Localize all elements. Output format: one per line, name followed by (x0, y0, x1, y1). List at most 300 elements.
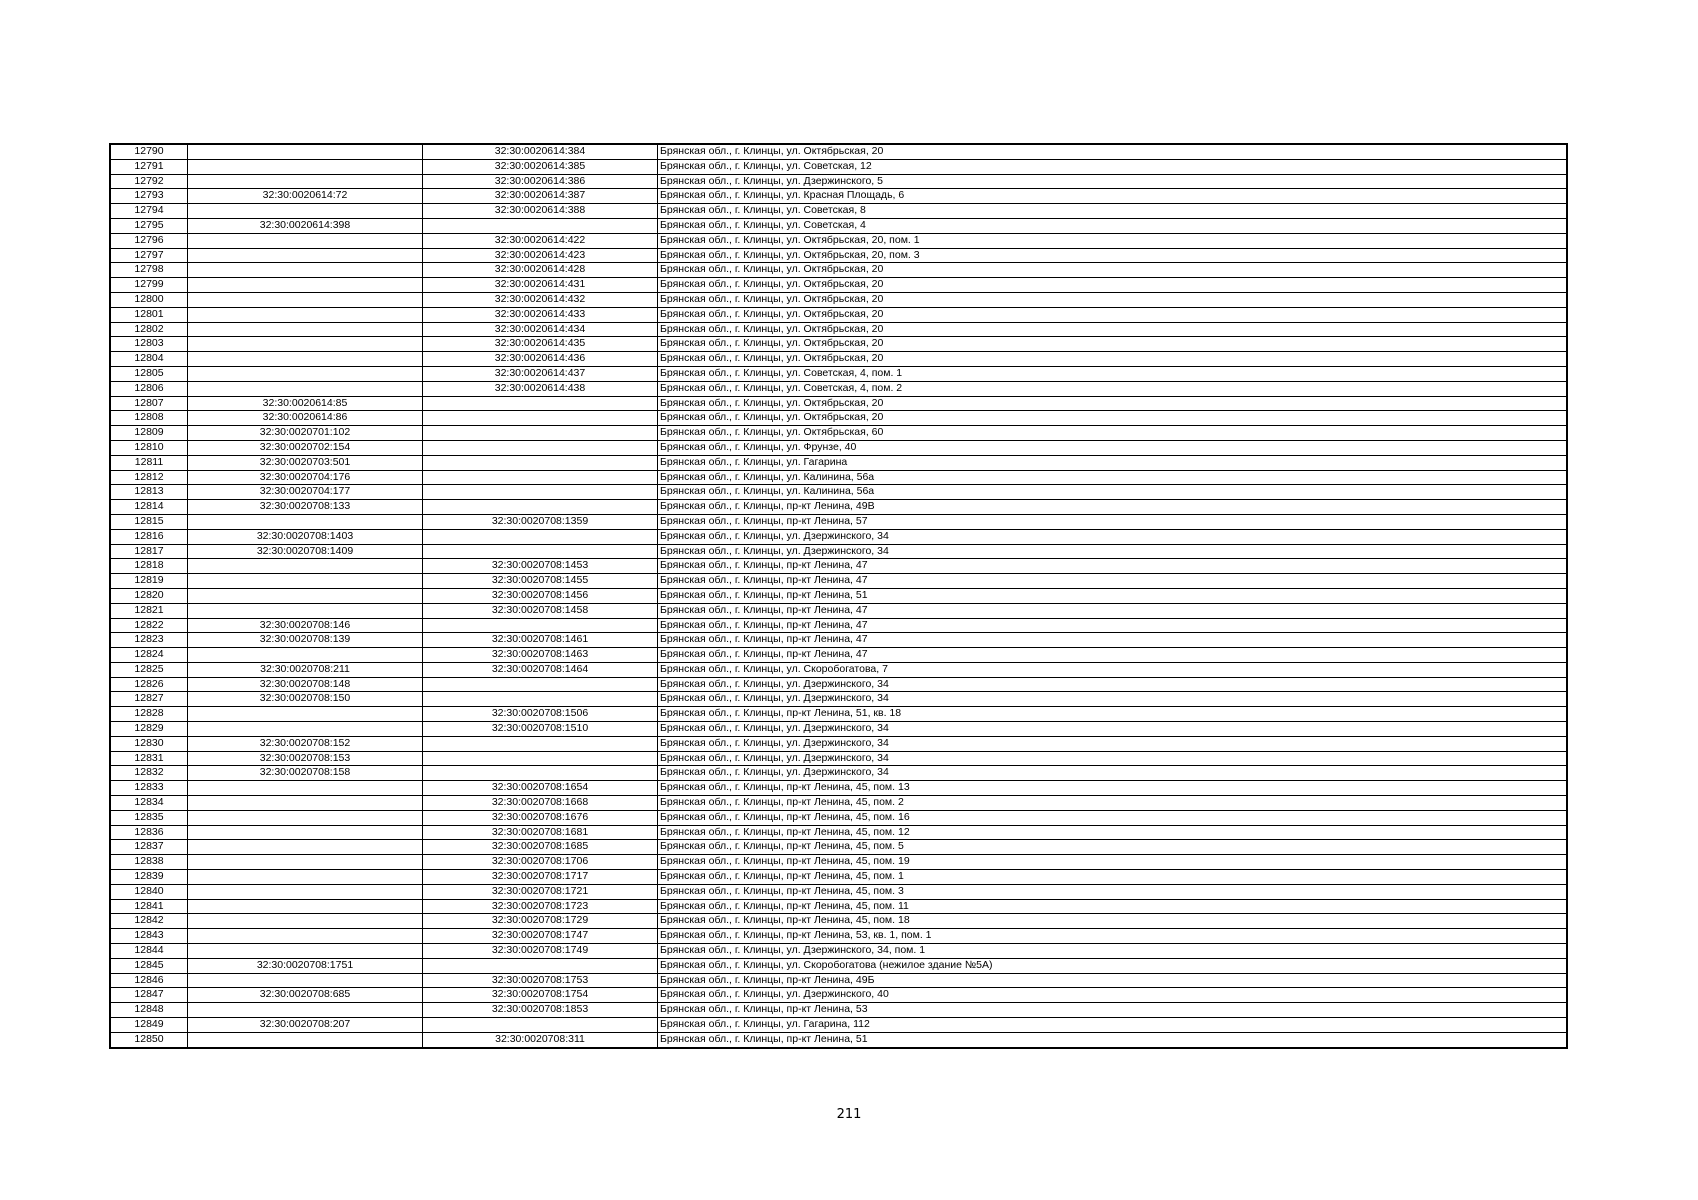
row-number-cell: 12834 (110, 796, 188, 811)
row-number-cell: 12831 (110, 751, 188, 766)
cadastral-number-1-cell (188, 929, 423, 944)
table-row (110, 766, 1567, 781)
cadastral-number-2-cell: 32:30:0020708:1461 (423, 633, 658, 648)
address-cell: Брянская обл., г. Клинцы, пр-кт Ленина, 45, пом. 1 (658, 870, 1568, 885)
cadastral-number-1-cell (188, 144, 423, 159)
table-row (110, 796, 1567, 811)
table-row (110, 544, 1567, 559)
address-cell: Брянская обл., г. Клинцы, ул. Октябрьская, 60 (658, 426, 1568, 441)
address-cell: Брянская обл., г. Клинцы, пр-кт Ленина, 45, пом. 2 (658, 796, 1568, 811)
cadastral-number-1-cell: 32:30:0020708:133 (188, 500, 423, 515)
cadastral-number-2-cell: 32:30:0020708:1654 (423, 781, 658, 796)
address-cell: Брянская обл., г. Клинцы, ул. Дзержинского, 34, пом. 1 (658, 944, 1568, 959)
address-cell: Брянская обл., г. Клинцы, пр-кт Ленина, 45, пом. 3 (658, 884, 1568, 899)
cadastral-number-1-cell: 32:30:0020614:398 (188, 218, 423, 233)
address-cell: Брянская обл., г. Клинцы, ул. Октябрьская, 20 (658, 396, 1568, 411)
cadastral-number-1-cell (188, 174, 423, 189)
row-number-cell: 12812 (110, 470, 188, 485)
cadastral-number-2-cell: 32:30:0020614:384 (423, 144, 658, 159)
table-row (110, 233, 1567, 248)
address-cell: Брянская обл., г. Клинцы, ул. Дзержинского, 34 (658, 677, 1568, 692)
address-cell: Брянская обл., г. Клинцы, ул. Дзержинского, 40 (658, 988, 1568, 1003)
cadastral-number-1-cell (188, 973, 423, 988)
row-number-cell: 12810 (110, 440, 188, 455)
table-row (110, 884, 1567, 899)
row-number-cell: 12825 (110, 662, 188, 677)
cadastral-number-1-cell (188, 366, 423, 381)
cadastral-number-1-cell: 32:30:0020708:139 (188, 633, 423, 648)
cadastral-number-1-cell (188, 810, 423, 825)
cadastral-number-1-cell: 32:30:0020708:150 (188, 692, 423, 707)
table-row (110, 1032, 1567, 1047)
row-number-cell: 12811 (110, 455, 188, 470)
cadastral-number-2-cell (423, 500, 658, 515)
property-table-container (109, 143, 1568, 1049)
address-cell: Брянская обл., г. Клинцы, ул. Калинина, 56а (658, 470, 1568, 485)
cadastral-number-2-cell: 32:30:0020708:1453 (423, 559, 658, 574)
cadastral-number-1-cell (188, 1032, 423, 1047)
row-number-cell: 12844 (110, 944, 188, 959)
address-cell: Брянская обл., г. Клинцы, пр-кт Ленина, 45, пом. 16 (658, 810, 1568, 825)
table-row (110, 781, 1567, 796)
cadastral-number-2-cell (423, 485, 658, 500)
cadastral-number-1-cell (188, 722, 423, 737)
table-row (110, 929, 1567, 944)
address-cell: Брянская обл., г. Клинцы, пр-кт Ленина, 51 (658, 588, 1568, 603)
table-row (110, 973, 1567, 988)
table-row (110, 396, 1567, 411)
cadastral-number-2-cell: 32:30:0020708:1706 (423, 855, 658, 870)
cadastral-number-2-cell: 32:30:0020708:1359 (423, 514, 658, 529)
cadastral-number-2-cell (423, 766, 658, 781)
cadastral-number-1-cell: 32:30:0020703:501 (188, 455, 423, 470)
row-number-cell: 12798 (110, 263, 188, 278)
address-cell: Брянская обл., г. Клинцы, пр-кт Ленина, 53, кв. 1, пом. 1 (658, 929, 1568, 944)
address-cell: Брянская обл., г. Клинцы, пр-кт Ленина, 47 (658, 603, 1568, 618)
table-row (110, 381, 1567, 396)
table-row (110, 736, 1567, 751)
row-number-cell: 12801 (110, 307, 188, 322)
address-cell: Брянская обл., г. Клинцы, пр-кт Ленина, 45, пом. 11 (658, 899, 1568, 914)
row-number-cell: 12794 (110, 204, 188, 219)
cadastral-number-1-cell (188, 588, 423, 603)
cadastral-number-2-cell: 32:30:0020708:1753 (423, 973, 658, 988)
cadastral-number-1-cell: 32:30:0020708:1403 (188, 529, 423, 544)
table-row (110, 662, 1567, 677)
address-cell: Брянская обл., г. Клинцы, ул. Гагарина, 112 (658, 1018, 1568, 1033)
cadastral-number-1-cell: 32:30:0020614:85 (188, 396, 423, 411)
row-number-cell: 12850 (110, 1032, 188, 1047)
cadastral-number-1-cell (188, 248, 423, 263)
row-number-cell: 12803 (110, 337, 188, 352)
cadastral-number-1-cell: 32:30:0020708:146 (188, 618, 423, 633)
row-number-cell: 12829 (110, 722, 188, 737)
cadastral-number-2-cell (423, 618, 658, 633)
table-row (110, 559, 1567, 574)
table-row (110, 1018, 1567, 1033)
address-cell: Брянская обл., г. Клинцы, ул. Октябрьская, 20 (658, 278, 1568, 293)
address-cell: Брянская обл., г. Клинцы, ул. Дзержинского, 34 (658, 692, 1568, 707)
cadastral-number-1-cell: 32:30:0020614:86 (188, 411, 423, 426)
table-row (110, 633, 1567, 648)
cadastral-number-1-cell: 32:30:0020702:154 (188, 440, 423, 455)
table-row (110, 514, 1567, 529)
table-row (110, 648, 1567, 663)
row-number-cell: 12819 (110, 574, 188, 589)
cadastral-number-2-cell (423, 529, 658, 544)
table-row (110, 677, 1567, 692)
cadastral-number-1-cell (188, 825, 423, 840)
cadastral-number-1-cell (188, 307, 423, 322)
cadastral-number-2-cell: 32:30:0020614:433 (423, 307, 658, 322)
cadastral-number-2-cell: 32:30:0020614:387 (423, 189, 658, 204)
cadastral-number-2-cell (423, 218, 658, 233)
row-number-cell: 12846 (110, 973, 188, 988)
cadastral-number-2-cell (423, 396, 658, 411)
table-row (110, 988, 1567, 1003)
cadastral-number-2-cell: 32:30:0020708:1747 (423, 929, 658, 944)
cadastral-number-2-cell: 32:30:0020708:1685 (423, 840, 658, 855)
address-cell: Брянская обл., г. Клинцы, ул. Дзержинского, 34 (658, 766, 1568, 781)
address-cell: Брянская обл., г. Клинцы, пр-кт Ленина, 51 (658, 1032, 1568, 1047)
table-row (110, 411, 1567, 426)
cadastral-number-1-cell (188, 278, 423, 293)
cadastral-number-1-cell (188, 914, 423, 929)
table-row (110, 174, 1567, 189)
table-row (110, 218, 1567, 233)
cadastral-number-1-cell: 32:30:0020708:152 (188, 736, 423, 751)
table-row (110, 810, 1567, 825)
row-number-cell: 12795 (110, 218, 188, 233)
row-number-cell: 12848 (110, 1003, 188, 1018)
cadastral-number-1-cell (188, 381, 423, 396)
address-cell: Брянская обл., г. Клинцы, ул. Скоробогатова (нежилое здание №5А) (658, 958, 1568, 973)
address-cell: Брянская обл., г. Клинцы, ул. Октябрьская, 20 (658, 263, 1568, 278)
cadastral-number-2-cell: 32:30:0020614:437 (423, 366, 658, 381)
row-number-cell: 12796 (110, 233, 188, 248)
address-cell: Брянская обл., г. Клинцы, ул. Октябрьская, 20, пом. 1 (658, 233, 1568, 248)
address-cell: Брянская обл., г. Клинцы, ул. Фрунзе, 40 (658, 440, 1568, 455)
cadastral-number-2-cell: 32:30:0020614:428 (423, 263, 658, 278)
cadastral-number-1-cell: 32:30:0020614:72 (188, 189, 423, 204)
address-cell: Брянская обл., г. Клинцы, ул. Красная Площадь, 6 (658, 189, 1568, 204)
table-row (110, 470, 1567, 485)
cadastral-number-1-cell: 32:30:0020704:177 (188, 485, 423, 500)
row-number-cell: 12847 (110, 988, 188, 1003)
table-row (110, 307, 1567, 322)
address-cell: Брянская обл., г. Клинцы, ул. Октябрьская, 20 (658, 144, 1568, 159)
row-number-cell: 12821 (110, 603, 188, 618)
row-number-cell: 12808 (110, 411, 188, 426)
cadastral-number-2-cell: 32:30:0020708:1676 (423, 810, 658, 825)
cadastral-number-1-cell (188, 1003, 423, 1018)
table-row (110, 944, 1567, 959)
table-row (110, 366, 1567, 381)
address-cell: Брянская обл., г. Клинцы, ул. Дзержинского, 34 (658, 736, 1568, 751)
cadastral-number-2-cell: 32:30:0020708:1458 (423, 603, 658, 618)
row-number-cell: 12818 (110, 559, 188, 574)
address-cell: Брянская обл., г. Клинцы, ул. Скоробогатова, 7 (658, 662, 1568, 677)
address-cell: Брянская обл., г. Клинцы, ул. Советская, 8 (658, 204, 1568, 219)
address-cell: Брянская обл., г. Клинцы, пр-кт Ленина, 53 (658, 1003, 1568, 1018)
table-row (110, 855, 1567, 870)
cadastral-number-1-cell: 32:30:0020708:207 (188, 1018, 423, 1033)
address-cell: Брянская обл., г. Клинцы, ул. Октябрьская, 20 (658, 411, 1568, 426)
cadastral-number-2-cell: 32:30:0020614:432 (423, 292, 658, 307)
cadastral-number-2-cell: 32:30:0020708:1749 (423, 944, 658, 959)
cadastral-number-2-cell: 32:30:0020708:1455 (423, 574, 658, 589)
address-cell: Брянская обл., г. Клинцы, ул. Октябрьская, 20 (658, 307, 1568, 322)
table-row (110, 426, 1567, 441)
row-number-cell: 12836 (110, 825, 188, 840)
cadastral-number-1-cell (188, 292, 423, 307)
cadastral-number-2-cell: 32:30:0020708:1729 (423, 914, 658, 929)
row-number-cell: 12816 (110, 529, 188, 544)
address-cell: Брянская обл., г. Клинцы, ул. Октябрьская, 20, пом. 3 (658, 248, 1568, 263)
cadastral-number-1-cell: 32:30:0020708:153 (188, 751, 423, 766)
row-number-cell: 12845 (110, 958, 188, 973)
row-number-cell: 12842 (110, 914, 188, 929)
row-number-cell: 12822 (110, 618, 188, 633)
row-number-cell: 12841 (110, 899, 188, 914)
row-number-cell: 12814 (110, 500, 188, 515)
address-cell: Брянская обл., г. Клинцы, пр-кт Ленина, 45, пом. 5 (658, 840, 1568, 855)
cadastral-number-1-cell (188, 840, 423, 855)
address-cell: Брянская обл., г. Клинцы, пр-кт Ленина, 49Б (658, 973, 1568, 988)
address-cell: Брянская обл., г. Клинцы, пр-кт Ленина, 51, кв. 18 (658, 707, 1568, 722)
address-cell: Брянская обл., г. Клинцы, ул. Советская, 4, пом. 2 (658, 381, 1568, 396)
cadastral-number-2-cell (423, 736, 658, 751)
row-number-cell: 12830 (110, 736, 188, 751)
address-cell: Брянская обл., г. Клинцы, ул. Дзержинского, 34 (658, 529, 1568, 544)
cadastral-number-2-cell (423, 751, 658, 766)
address-cell: Брянская обл., г. Клинцы, ул. Дзержинского, 5 (658, 174, 1568, 189)
cadastral-number-1-cell (188, 648, 423, 663)
cadastral-number-2-cell (423, 455, 658, 470)
cadastral-number-2-cell: 32:30:0020614:431 (423, 278, 658, 293)
cadastral-number-2-cell: 32:30:0020614:422 (423, 233, 658, 248)
cadastral-number-2-cell: 32:30:0020614:438 (423, 381, 658, 396)
address-cell: Брянская обл., г. Клинцы, пр-кт Ленина, 47 (658, 633, 1568, 648)
cadastral-number-1-cell (188, 870, 423, 885)
address-cell: Брянская обл., г. Клинцы, ул. Октябрьская, 20 (658, 337, 1568, 352)
row-number-cell: 12824 (110, 648, 188, 663)
row-number-cell: 12840 (110, 884, 188, 899)
row-number-cell: 12809 (110, 426, 188, 441)
address-cell: Брянская обл., г. Клинцы, ул. Дзержинского, 34 (658, 722, 1568, 737)
table-row (110, 707, 1567, 722)
table-row (110, 189, 1567, 204)
cadastral-number-1-cell (188, 574, 423, 589)
address-cell: Брянская обл., г. Клинцы, пр-кт Ленина, 49В (658, 500, 1568, 515)
cadastral-number-2-cell: 32:30:0020708:311 (423, 1032, 658, 1047)
table-row (110, 603, 1567, 618)
cadastral-number-1-cell (188, 944, 423, 959)
cadastral-number-2-cell: 32:30:0020614:386 (423, 174, 658, 189)
cadastral-number-1-cell: 32:30:0020708:148 (188, 677, 423, 692)
cadastral-number-1-cell (188, 337, 423, 352)
cadastral-number-1-cell: 32:30:0020708:211 (188, 662, 423, 677)
row-number-cell: 12807 (110, 396, 188, 411)
table-row (110, 899, 1567, 914)
address-cell: Брянская обл., г. Клинцы, пр-кт Ленина, 45, пом. 18 (658, 914, 1568, 929)
cadastral-number-1-cell (188, 781, 423, 796)
cadastral-number-2-cell: 32:30:0020708:1721 (423, 884, 658, 899)
table-row (110, 692, 1567, 707)
cadastral-number-2-cell: 32:30:0020708:1464 (423, 662, 658, 677)
cadastral-number-2-cell: 32:30:0020708:1681 (423, 825, 658, 840)
address-cell: Брянская обл., г. Клинцы, ул. Октябрьская, 20 (658, 352, 1568, 367)
cadastral-number-2-cell (423, 544, 658, 559)
table-row (110, 159, 1567, 174)
cadastral-number-2-cell: 32:30:0020708:1506 (423, 707, 658, 722)
cadastral-number-1-cell (188, 322, 423, 337)
cadastral-number-1-cell (188, 559, 423, 574)
cadastral-number-2-cell (423, 411, 658, 426)
address-cell: Брянская обл., г. Клинцы, ул. Калинина, 56а (658, 485, 1568, 500)
row-number-cell: 12838 (110, 855, 188, 870)
table-row (110, 485, 1567, 500)
address-cell: Брянская обл., г. Клинцы, пр-кт Ленина, 47 (658, 559, 1568, 574)
table-row (110, 455, 1567, 470)
cadastral-number-2-cell (423, 692, 658, 707)
cadastral-number-1-cell (188, 204, 423, 219)
row-number-cell: 12828 (110, 707, 188, 722)
address-cell: Брянская обл., г. Клинцы, пр-кт Ленина, 47 (658, 574, 1568, 589)
address-cell: Брянская обл., г. Клинцы, ул. Дзержинского, 34 (658, 751, 1568, 766)
cadastral-number-2-cell (423, 470, 658, 485)
cadastral-number-2-cell: 32:30:0020708:1668 (423, 796, 658, 811)
cadastral-number-1-cell (188, 514, 423, 529)
cadastral-number-1-cell: 32:30:0020701:102 (188, 426, 423, 441)
table-row (110, 352, 1567, 367)
cadastral-number-1-cell: 32:30:0020708:685 (188, 988, 423, 1003)
address-cell: Брянская обл., г. Клинцы, пр-кт Ленина, 45, пом. 13 (658, 781, 1568, 796)
property-table (109, 143, 1568, 1049)
table-row (110, 337, 1567, 352)
row-number-cell: 12820 (110, 588, 188, 603)
cadastral-number-2-cell: 32:30:0020708:1456 (423, 588, 658, 603)
table-body (110, 144, 1567, 1048)
row-number-cell: 12826 (110, 677, 188, 692)
row-number-cell: 12849 (110, 1018, 188, 1033)
address-cell: Брянская обл., г. Клинцы, пр-кт Ленина, 57 (658, 514, 1568, 529)
table-row (110, 958, 1567, 973)
cadastral-number-1-cell: 32:30:0020708:1751 (188, 958, 423, 973)
cadastral-number-2-cell (423, 440, 658, 455)
row-number-cell: 12791 (110, 159, 188, 174)
address-cell: Брянская обл., г. Клинцы, ул. Октябрьская, 20 (658, 292, 1568, 307)
cadastral-number-1-cell (188, 603, 423, 618)
cadastral-number-1-cell (188, 884, 423, 899)
table-row (110, 870, 1567, 885)
cadastral-number-1-cell (188, 263, 423, 278)
table-row (110, 292, 1567, 307)
cadastral-number-2-cell: 32:30:0020708:1717 (423, 870, 658, 885)
table-row (110, 722, 1567, 737)
row-number-cell: 12815 (110, 514, 188, 529)
cadastral-number-2-cell: 32:30:0020708:1723 (423, 899, 658, 914)
table-row (110, 751, 1567, 766)
table-row (110, 278, 1567, 293)
cadastral-number-1-cell (188, 796, 423, 811)
row-number-cell: 12843 (110, 929, 188, 944)
cadastral-number-2-cell (423, 426, 658, 441)
cadastral-number-2-cell (423, 958, 658, 973)
cadastral-number-2-cell: 32:30:0020614:423 (423, 248, 658, 263)
cadastral-number-2-cell: 32:30:0020614:436 (423, 352, 658, 367)
cadastral-number-2-cell: 32:30:0020708:1510 (423, 722, 658, 737)
cadastral-number-2-cell: 32:30:0020614:385 (423, 159, 658, 174)
table-row (110, 574, 1567, 589)
address-cell: Брянская обл., г. Клинцы, пр-кт Ленина, 45, пом. 19 (658, 855, 1568, 870)
row-number-cell: 12797 (110, 248, 188, 263)
row-number-cell: 12827 (110, 692, 188, 707)
row-number-cell: 12802 (110, 322, 188, 337)
cadastral-number-2-cell (423, 1018, 658, 1033)
table-row (110, 1003, 1567, 1018)
row-number-cell: 12792 (110, 174, 188, 189)
cadastral-number-1-cell (188, 855, 423, 870)
row-number-cell: 12817 (110, 544, 188, 559)
address-cell: Брянская обл., г. Клинцы, ул. Дзержинского, 34 (658, 544, 1568, 559)
table-row (110, 825, 1567, 840)
address-cell: Брянская обл., г. Клинцы, пр-кт Ленина, 45, пом. 12 (658, 825, 1568, 840)
row-number-cell: 12832 (110, 766, 188, 781)
row-number-cell: 12793 (110, 189, 188, 204)
row-number-cell: 12813 (110, 485, 188, 500)
address-cell: Брянская обл., г. Клинцы, ул. Октябрьская, 20 (658, 322, 1568, 337)
row-number-cell: 12833 (110, 781, 188, 796)
table-row (110, 204, 1567, 219)
address-cell: Брянская обл., г. Клинцы, ул. Советская, 4, пом. 1 (658, 366, 1568, 381)
cadastral-number-1-cell: 32:30:0020708:1409 (188, 544, 423, 559)
cadastral-number-1-cell (188, 352, 423, 367)
cadastral-number-1-cell: 32:30:0020708:158 (188, 766, 423, 781)
address-cell: Брянская обл., г. Клинцы, ул. Советская, 12 (658, 159, 1568, 174)
address-cell: Брянская обл., г. Клинцы, ул. Гагарина (658, 455, 1568, 470)
cadastral-number-1-cell: 32:30:0020704:176 (188, 470, 423, 485)
cadastral-number-1-cell (188, 707, 423, 722)
table-row (110, 500, 1567, 515)
row-number-cell: 12837 (110, 840, 188, 855)
cadastral-number-2-cell: 32:30:0020708:1463 (423, 648, 658, 663)
table-row (110, 840, 1567, 855)
row-number-cell: 12790 (110, 144, 188, 159)
table-row (110, 529, 1567, 544)
cadastral-number-2-cell (423, 677, 658, 692)
address-cell: Брянская обл., г. Клинцы, ул. Советская, 4 (658, 218, 1568, 233)
address-cell: Брянская обл., г. Клинцы, пр-кт Ленина, 47 (658, 648, 1568, 663)
table-row (110, 914, 1567, 929)
table-row (110, 263, 1567, 278)
row-number-cell: 12806 (110, 381, 188, 396)
table-row (110, 618, 1567, 633)
row-number-cell: 12800 (110, 292, 188, 307)
address-cell: Брянская обл., г. Клинцы, пр-кт Ленина, 47 (658, 618, 1568, 633)
row-number-cell: 12835 (110, 810, 188, 825)
cadastral-number-2-cell: 32:30:0020708:1853 (423, 1003, 658, 1018)
cadastral-number-1-cell (188, 159, 423, 174)
cadastral-number-2-cell: 32:30:0020614:434 (423, 322, 658, 337)
row-number-cell: 12839 (110, 870, 188, 885)
table-row (110, 322, 1567, 337)
table-row (110, 144, 1567, 159)
table-row (110, 440, 1567, 455)
cadastral-number-1-cell (188, 233, 423, 248)
table-row (110, 588, 1567, 603)
row-number-cell: 12799 (110, 278, 188, 293)
